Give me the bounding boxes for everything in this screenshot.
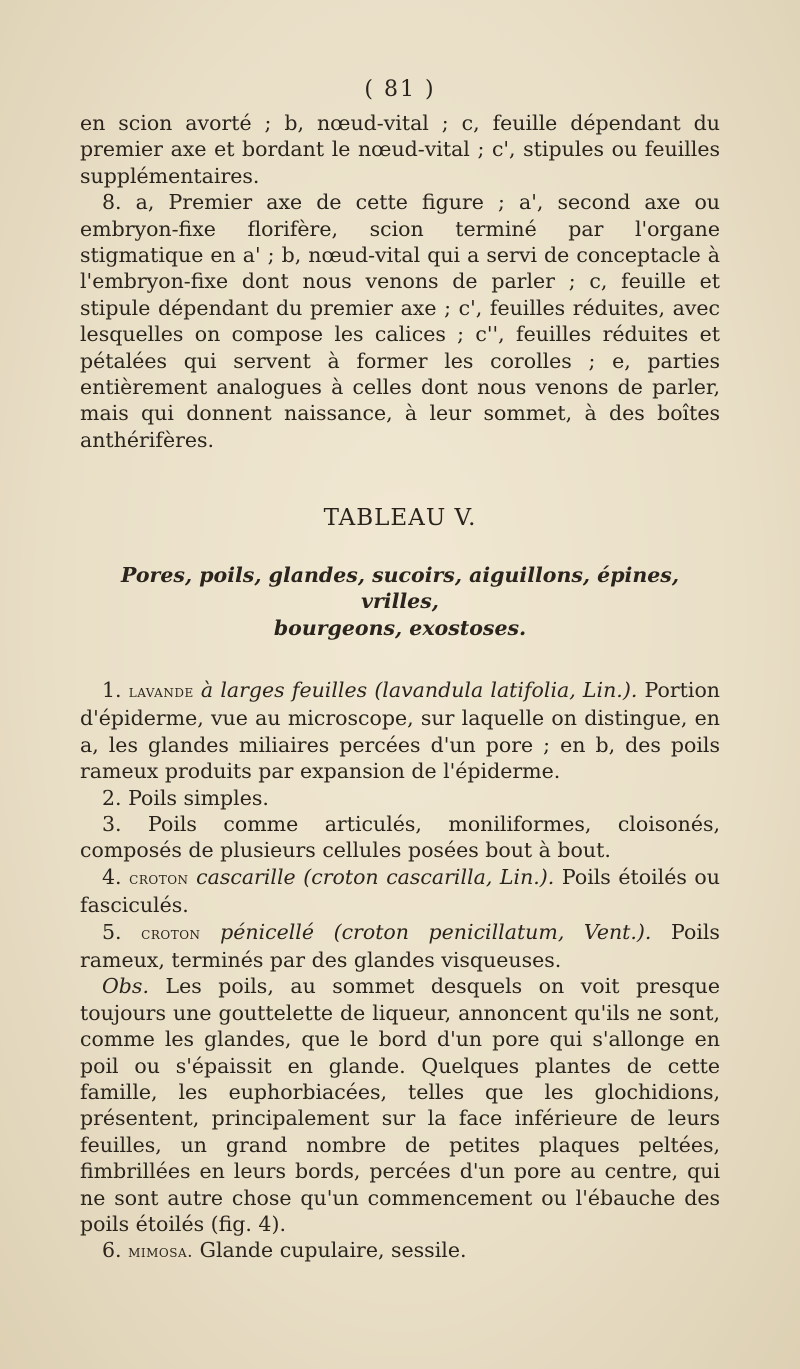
page-body bbox=[80, 110, 720, 1266]
item-6-text: Glande cupulaire, sessile. bbox=[199, 1238, 467, 1263]
item-1-name: lavande bbox=[128, 681, 194, 702]
item-6 bbox=[80, 1237, 720, 1265]
item-1 bbox=[80, 677, 720, 785]
item-4-text: Poils étoilés ou fasciculés. bbox=[80, 864, 720, 918]
item-5-number: 5. bbox=[102, 919, 122, 944]
item-4 bbox=[80, 864, 720, 919]
item-4-latin: (croton cascarilla, Lin.). bbox=[303, 864, 555, 889]
observation-label: Obs. bbox=[102, 974, 149, 999]
paragraph-figure-8: 8. a, Premier axe de cette figure ; a', second axe ou embryon-fixe florifère, scion terminé par l'organe stigmatique en a' ; b, nœud-vital qui a servi de conceptacle à l'embryon-fixe dont nous venons de parler ; c, feuille et stipule dépendant du premier axe ; c', feuilles réduites, avec lesquelles on compose les calices ; c'', feuilles réduites et pétalées qui servent à former les corolles ; e, parties entièrement analogues à celles dont nous venons de parler, mais qui donnent naissance, à leur sommet, à des boîtes anthérifères. bbox=[80, 190, 720, 452]
paragraph-continuation: en scion avorté ; b, nœud-vital ; c, feuille dépendant du premier axe et bordant le nœud-vital ; c', stipules ou feuilles supplémentaires. bbox=[80, 111, 720, 188]
section-title: TABLEAU V. bbox=[323, 505, 477, 532]
item-1-number: 1. bbox=[102, 677, 122, 702]
section-subtitle bbox=[80, 562, 720, 641]
item-4-descriptor: cascarille bbox=[196, 864, 296, 889]
item-5-latin: (croton penicillatum, Vent.). bbox=[333, 919, 652, 944]
item-1-latin: (lavandula latifolia, Lin.). bbox=[374, 677, 638, 702]
section-subtitle-line1: Pores, poils, glandes, sucoirs, aiguillons, épines, vrilles, bbox=[121, 562, 679, 614]
item-4-number: 4. bbox=[102, 864, 122, 889]
item-5 bbox=[80, 919, 720, 974]
item-3: 3. Poils comme articulés, moniliformes, cloisonés, composés de plusieurs cellules posées bout à bout. bbox=[80, 811, 720, 863]
item-2: 2. Poils simples. bbox=[102, 785, 269, 810]
item-5-name: croton bbox=[141, 923, 201, 944]
observation-text: Les poils, au sommet desquels on voit presque toujours une gouttelette de liqueur, annoncent qu'ils ne sont, comme les glandes, que le bord d'un pore qui s'allonge en poil ou s'épaissit en glande. Quelques plantes de cette famille, les euphorbiacées, telles que les glochidions, présentent, principalement sur la face inférieure de leurs feuilles, un grand nombre de petites plaques peltées, fimbrillées en leurs bords, percées d'un pore au centre, qui ne sont autre chose qu'un commencement ou l'ébauche des poils étoilés (fig. 4). bbox=[80, 974, 720, 1237]
section-subtitle-line2: bourgeons, exostoses. bbox=[273, 615, 527, 640]
item-6-name: mimosa. bbox=[128, 1242, 194, 1263]
item-1-descriptor: à larges feuilles bbox=[200, 677, 368, 702]
item-5-text: Poils rameux, terminés par des glandes visqueuses. bbox=[80, 919, 720, 972]
item-5-descriptor: pénicellé bbox=[220, 919, 314, 944]
item-1-text: Portion d'épiderme, vue au microscope, sur laquelle on distingue, en a, les glandes miliaires percées d'un pore ; en b, des poils rameux produits par expansion de l'épiderme. bbox=[80, 677, 720, 784]
item-4-name: croton bbox=[129, 868, 189, 889]
item-6-number: 6. bbox=[102, 1238, 122, 1263]
observation bbox=[80, 973, 720, 1237]
page-number: ( 81 ) bbox=[364, 77, 436, 102]
